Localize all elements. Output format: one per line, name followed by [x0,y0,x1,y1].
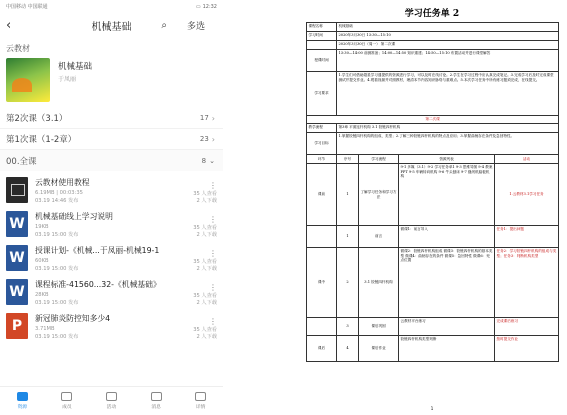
cell: 第3章 平面连杆机构 3.1 铰链四杆机构 [337,124,559,133]
cell: 3.1 铰链四杆机构 [359,248,399,318]
cell: 课程名称 [307,23,337,32]
word-file-icon: W [6,211,28,237]
tab-label: 详情 [195,405,206,410]
cell [307,318,337,336]
tab-members[interactable] [45,387,90,415]
tab-label: 资源 [17,405,28,410]
file-date: 03.19 14:46 发布 [35,197,79,204]
clock-text: 12:32 [202,4,217,10]
file-list [0,173,223,343]
file-size: 28KB [35,291,49,298]
document-title: 学习任务单 2 [404,9,460,19]
cell [307,226,337,248]
cell: 课后 [307,336,337,362]
file-item[interactable] [0,207,223,241]
header-cell: 环节 [307,155,337,164]
cell: 1.掌握铰链四杆机构的组成、类型；2.了解三种铰链四杆机构的特点及应用；3.掌握曲柄存在条件及急回特性。 [337,133,559,155]
file-date: 03.19 15:00 发布 [35,333,79,340]
file-downloads: 2 人下载 [196,197,217,204]
tab-details[interactable] [178,387,223,415]
file-views: 35 人查看 [193,190,217,197]
header-cell: 学习流程 [359,155,399,164]
cell: 任务1：提出问题 [495,226,559,248]
more-icon[interactable]: ⋮ [209,317,217,326]
cell: 铰链四杆机构类型判断 [399,336,495,362]
cell: 9-1 多媒（3.1）9-2 学习任务单1 9-3 思维导图 9-4 教案PPT 9-5 车辆转向机构 9-6 牛头刨床 9-7 缝纫机踏板机构 [399,164,495,226]
app-header [0,14,223,36]
header-cell: 序号 [337,155,359,164]
cell: 1.云教材3.1学习任务 [495,164,559,226]
cell: 学习时间 [307,32,337,41]
textbook-title: 机械基础 [58,62,93,72]
cell: 微课2：铰链四杆机构组成 微课3：铰链四杆机构的基本类型 微课4：曲柄存在的条件 微课5：急回特性 微课6：死点位置 [399,248,495,318]
textbook-cover-image [6,58,50,102]
tab-label: 活动 [106,405,117,410]
file-views: 35 人查看 [193,326,217,333]
cell: 机械基础 [337,23,559,32]
cell: 课后作业 [359,336,399,362]
file-views: 35 人查看 [193,292,217,299]
file-views: 35 人查看 [193,258,217,265]
multi-select-button[interactable]: 多选 [186,21,205,32]
folder-icon [17,392,28,401]
chevron-right-icon: › [211,134,215,144]
cell: 3 [337,318,359,336]
file-name: 云教材使用教程 [35,177,90,187]
cell: 微课1：前言导入 [399,226,495,248]
activity-icon [106,392,117,401]
file-name: 授课计划-《机械...于凤丽-机械19-1 [35,245,160,255]
tab-activities[interactable] [89,387,134,415]
status-bar [0,0,223,14]
file-item[interactable] [0,241,223,275]
cell: 任务2：学习铰链四杆机构的组成与类型；任务3：判断机构类型 [495,248,559,318]
page-title: 机械基础 [91,21,132,33]
file-name: 机械基础线上学习说明 [35,211,113,221]
message-icon [151,392,162,401]
cell: 学习要求 [307,72,337,116]
word-file-icon: W [6,245,28,271]
textbook-author: 于凤丽 [58,76,77,83]
cell: 授课时间 [307,50,337,72]
cell: 1 [337,226,359,248]
search-icon[interactable]: ⌕ [161,19,167,31]
tab-resources[interactable] [0,387,45,415]
details-icon [195,392,206,401]
back-icon[interactable]: ‹ [6,17,12,33]
file-name: 新冠肺炎防控知多少4 [35,313,111,323]
chapter-label: 第1次课（1-2章） [6,135,77,145]
cell: 课中 [307,248,337,318]
task-table [306,22,559,362]
cell: 前言 [359,226,399,248]
chapter-count: 23 [199,135,209,143]
cell: 云教材平台练习 [399,318,495,336]
chapter-count: 17 [199,114,209,122]
cell: 课前 [307,164,337,226]
file-item[interactable] [0,309,223,343]
file-date: 03.19 15:00 发布 [35,265,79,272]
file-name: 课程标准-41560...32-《机械基础》 [35,279,161,289]
cell: 完成课后练习 [495,318,559,336]
file-downloads: 2 人下载 [196,299,217,306]
file-date: 03.19 15:00 发布 [35,231,79,238]
cell: 1 [337,164,359,226]
cell: 教学流程 [307,124,337,133]
cell [307,41,337,50]
bottom-tab-bar [0,386,223,415]
more-icon[interactable]: ⋮ [209,181,217,190]
cell: 4 [337,336,359,362]
all-course-row[interactable] [0,150,223,171]
word-file-icon: W [6,279,28,305]
battery-icon: ▭ [195,4,201,10]
header-cell: 资源列表 [399,155,495,164]
tab-label: 消息 [151,405,161,410]
file-size: 19KB [35,223,49,230]
file-date: 03.19 15:00 发布 [35,299,79,306]
header-cell: 活动 [495,155,559,164]
members-icon [61,392,72,401]
file-downloads: 2 人下载 [196,333,217,340]
file-views: 35 人查看 [193,224,217,231]
tab-label: 成员 [62,405,72,410]
cell: 学习目标 [307,133,337,155]
chevron-down-icon: ⌄ [209,156,215,165]
cell: 了解学习任务和学习方法 [359,164,399,226]
carrier-text: 中国移动 中国联通 [6,3,48,10]
all-course-count: 8 [201,156,207,165]
section-label: 云教材 [6,44,30,53]
phone-screen [0,0,223,415]
cell: 课后巩固 [359,318,399,336]
all-course-label: 00.全课 [6,156,37,167]
task-sheet-document [306,6,558,411]
textbook-card[interactable] [0,56,223,108]
chevron-right-icon: › [211,113,215,123]
ppt-file-icon: P [6,313,28,339]
cell: 1.学生们可借助超星学习通提供的资源进行学习，可以及时在线讨论。2.学生在学习过程中应认真完成笔记。3.完成学习后及时完成课堂测试并提交作业。4.观看视频并对照教材，理清本节内容知识脉络与重难点。5.本次学习任务中所有练习题须完成，在线提交。 [337,72,559,116]
section-heading: 第二次课 [307,116,559,124]
cell: 2020年3月30日 13:30—15:10 [337,32,559,41]
cell: 2020年3月30日（周一） 第二次课 [337,41,559,50]
page-number: 1 [430,406,434,411]
file-item[interactable] [0,173,223,207]
file-size: 3.71MB [35,325,55,332]
more-icon[interactable]: ⋮ [209,283,217,292]
file-downloads: 2 人下载 [196,231,217,238]
tab-messages[interactable] [134,387,179,415]
file-size: 60KB [35,257,49,264]
file-item[interactable] [0,275,223,309]
file-downloads: 2 人下载 [196,265,217,272]
chapter-label: 第2次课（3.1） [6,114,68,124]
video-file-icon [6,177,28,203]
more-icon[interactable]: ⋮ [209,249,217,258]
cell: 13:30—14:00 前测准备；14:00—14:50 知识重建；14:50—15:10 布置活动并进行课堂解答 [337,50,559,72]
chapter-row[interactable] [0,108,223,129]
chapter-row[interactable] [0,129,223,150]
cell: 2 [337,248,359,318]
more-icon[interactable]: ⋮ [209,215,217,224]
cell: 按时提交作业 [495,336,559,362]
file-size: 6.19MB | 00:03:35 [35,189,83,196]
